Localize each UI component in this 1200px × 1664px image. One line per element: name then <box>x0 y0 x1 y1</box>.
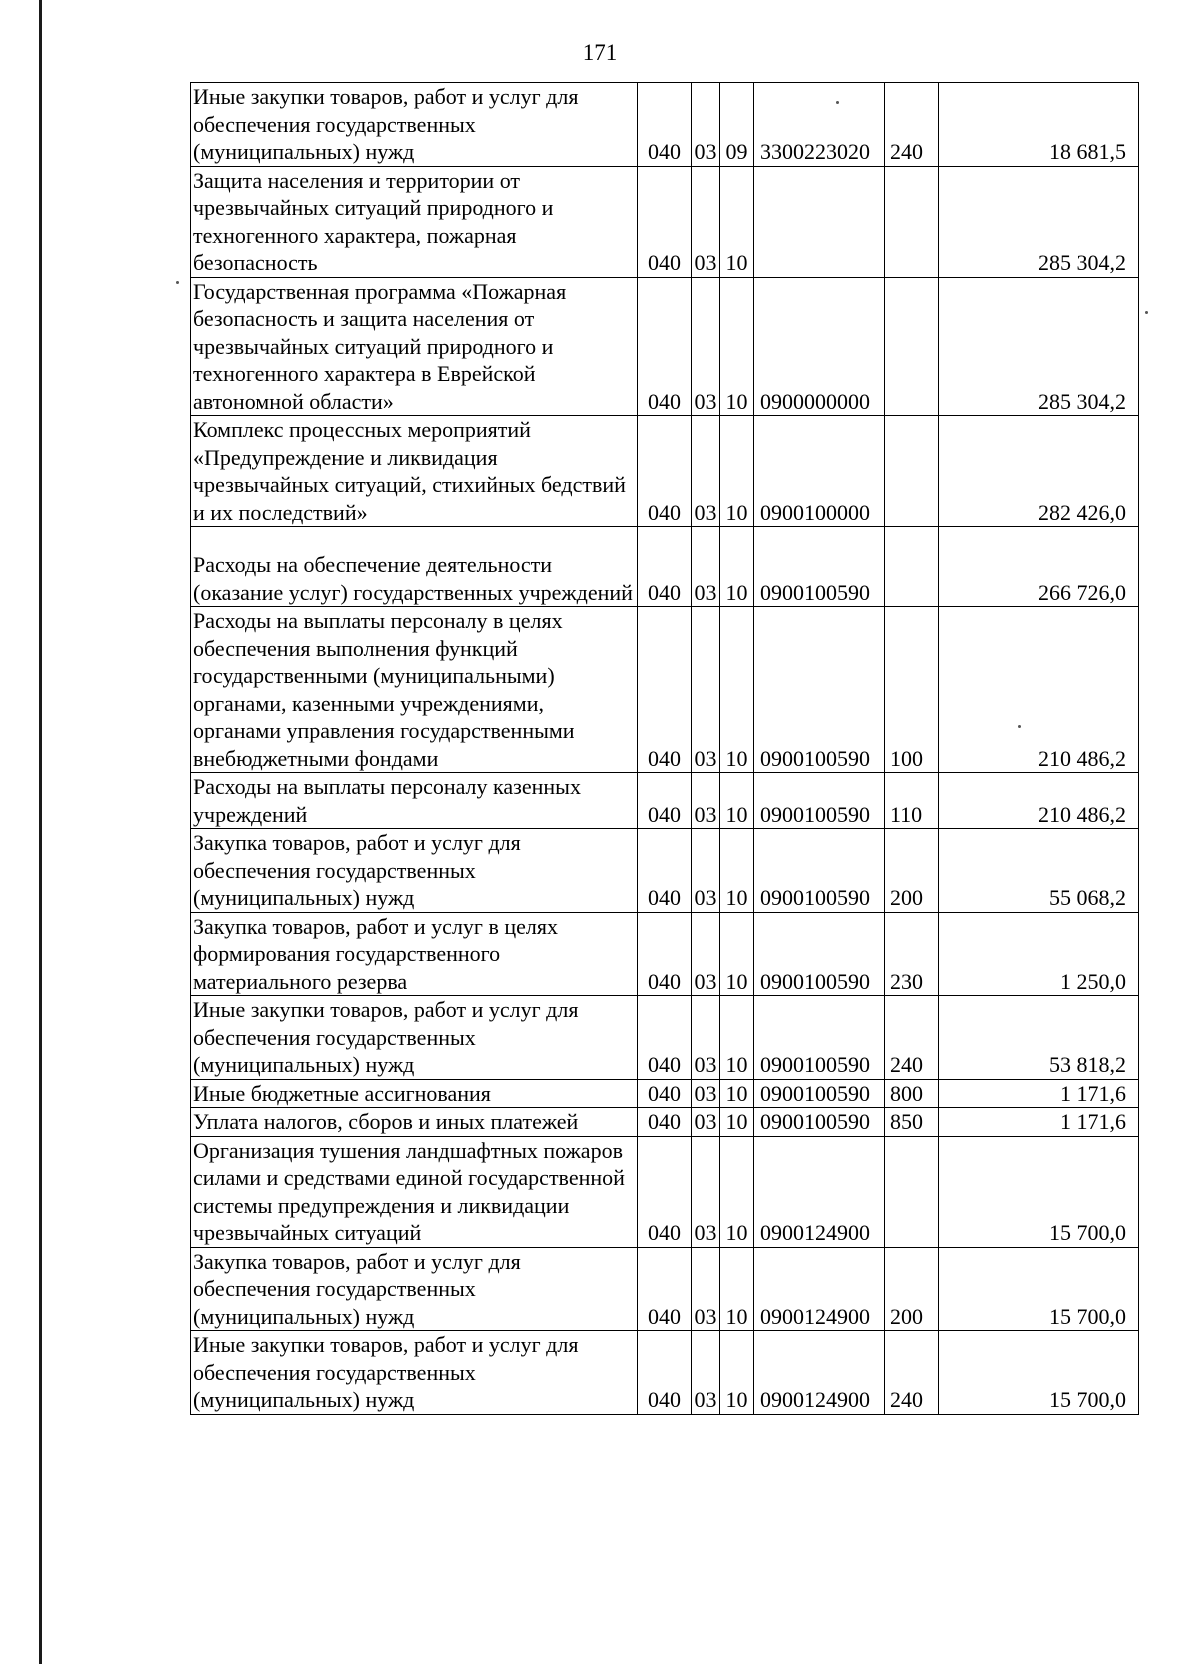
admin-code: 040 <box>638 277 692 416</box>
expense-type-code: 200 <box>885 829 939 913</box>
expense-type-code: 110 <box>885 773 939 829</box>
target-code: 0900124900 <box>754 1136 885 1247</box>
section-code: 03 <box>692 83 720 167</box>
expense-name: Закупка товаров, работ и услуг в целях формирования государственного материального резерва <box>191 912 638 996</box>
amount: 15 700,0 <box>939 1331 1139 1415</box>
target-code <box>754 166 885 277</box>
section-code: 03 <box>692 912 720 996</box>
admin-code: 040 <box>638 1331 692 1415</box>
scan-speck <box>1145 311 1148 314</box>
target-code: 0900000000 <box>754 277 885 416</box>
section-code: 03 <box>692 1136 720 1247</box>
expense-name: Иные закупки товаров, работ и услуг для обеспечения государственных (муниципальных) нужд <box>191 1331 638 1415</box>
budget-table <box>190 82 1139 1415</box>
table-row <box>191 829 1139 913</box>
table-row <box>191 1247 1139 1331</box>
section-code: 03 <box>692 1079 720 1108</box>
admin-code: 040 <box>638 166 692 277</box>
section-code: 03 <box>692 166 720 277</box>
subsection-code: 10 <box>720 829 754 913</box>
section-code: 03 <box>692 829 720 913</box>
subsection-code: 10 <box>720 416 754 527</box>
expense-name: Уплата налогов, сборов и иных платежей <box>191 1108 638 1137</box>
section-code: 03 <box>692 1108 720 1137</box>
expense-type-code <box>885 1136 939 1247</box>
subsection-code: 10 <box>720 1108 754 1137</box>
admin-code: 040 <box>638 1108 692 1137</box>
expense-name: Организация тушения ландшафтных пожаров силами и средствами единой государственной системы предупреждения и ликвидации чрезвычайных ситуаций <box>191 1136 638 1247</box>
subsection-code: 10 <box>720 166 754 277</box>
table-row <box>191 1079 1139 1108</box>
target-code: 3300223020 <box>754 83 885 167</box>
section-code: 03 <box>692 996 720 1080</box>
amount: 210 486,2 <box>939 773 1139 829</box>
target-code: 0900100000 <box>754 416 885 527</box>
binding-margin-line <box>39 0 42 1664</box>
expense-type-code: 240 <box>885 996 939 1080</box>
admin-code: 040 <box>638 1079 692 1108</box>
amount: 285 304,2 <box>939 277 1139 416</box>
amount: 15 700,0 <box>939 1136 1139 1247</box>
admin-code: 040 <box>638 416 692 527</box>
scan-speck <box>176 281 179 284</box>
expense-type-code <box>885 166 939 277</box>
target-code: 0900124900 <box>754 1331 885 1415</box>
expense-type-code: 200 <box>885 1247 939 1331</box>
amount: 1 250,0 <box>939 912 1139 996</box>
subsection-code: 10 <box>720 773 754 829</box>
expense-type-code: 100 <box>885 607 939 773</box>
expense-type-code: 230 <box>885 912 939 996</box>
amount: 55 068,2 <box>939 829 1139 913</box>
subsection-code: 10 <box>720 1247 754 1331</box>
target-code: 0900100590 <box>754 773 885 829</box>
expense-name: Иные закупки товаров, работ и услуг для обеспечения государственных (муниципальных) нужд <box>191 83 638 167</box>
target-code: 0900100590 <box>754 1079 885 1108</box>
section-code: 03 <box>692 607 720 773</box>
subsection-code: 10 <box>720 1136 754 1247</box>
amount: 210 486,2 <box>939 607 1139 773</box>
table-row <box>191 277 1139 416</box>
expense-name: Закупка товаров, работ и услуг для обеспечения государственных (муниципальных) нужд <box>191 1247 638 1331</box>
subsection-code: 10 <box>720 912 754 996</box>
section-code: 03 <box>692 527 720 607</box>
expense-name: Расходы на выплаты персоналу в целях обеспечения выполнения функций государственными (муниципальными) органами, казенными учреждениями, органами управления государственными внебюджетными фондами <box>191 607 638 773</box>
target-code: 0900100590 <box>754 1108 885 1137</box>
subsection-code: 10 <box>720 1079 754 1108</box>
amount: 18 681,5 <box>939 83 1139 167</box>
amount: 15 700,0 <box>939 1247 1139 1331</box>
expense-name: Государственная программа «Пожарная безопасность и защита населения от чрезвычайных ситуаций природного и техногенного характера в Еврейской автономной области» <box>191 277 638 416</box>
table-row <box>191 416 1139 527</box>
scan-speck <box>1018 725 1021 728</box>
expense-type-code: 850 <box>885 1108 939 1137</box>
page-number: 171 <box>582 40 618 65</box>
section-code: 03 <box>692 1331 720 1415</box>
expense-type-code <box>885 277 939 416</box>
section-code: 03 <box>692 277 720 416</box>
table-row <box>191 996 1139 1080</box>
expense-name: Расходы на выплаты персоналу казенных учреждений <box>191 773 638 829</box>
admin-code: 040 <box>638 607 692 773</box>
expense-name: Иные бюджетные ассигнования <box>191 1079 638 1108</box>
table-row <box>191 912 1139 996</box>
target-code: 0900100590 <box>754 527 885 607</box>
target-code: 0900100590 <box>754 829 885 913</box>
admin-code: 040 <box>638 996 692 1080</box>
expense-name: Закупка товаров, работ и услуг для обеспечения государственных (муниципальных) нужд <box>191 829 638 913</box>
target-code: 0900100590 <box>754 912 885 996</box>
section-code: 03 <box>692 773 720 829</box>
expense-type-code: 240 <box>885 1331 939 1415</box>
scan-speck <box>836 101 839 104</box>
table-row <box>191 1331 1139 1415</box>
subsection-code: 10 <box>720 607 754 773</box>
amount: 1 171,6 <box>939 1079 1139 1108</box>
subsection-code: 10 <box>720 527 754 607</box>
subsection-code: 10 <box>720 277 754 416</box>
expense-name: Защита населения и территории от чрезвычайных ситуаций природного и техногенного характера, пожарная безопасность <box>191 166 638 277</box>
section-code: 03 <box>692 416 720 527</box>
admin-code: 040 <box>638 1136 692 1247</box>
table-row <box>191 1136 1139 1247</box>
table-row <box>191 773 1139 829</box>
expense-type-code <box>885 416 939 527</box>
subsection-code: 10 <box>720 996 754 1080</box>
amount: 285 304,2 <box>939 166 1139 277</box>
table-row <box>191 83 1139 167</box>
expense-name: Расходы на обеспечение деятельности (оказание услуг) государственных учреждений <box>191 527 638 607</box>
admin-code: 040 <box>638 912 692 996</box>
target-code: 0900100590 <box>754 607 885 773</box>
admin-code: 040 <box>638 829 692 913</box>
amount: 1 171,6 <box>939 1108 1139 1137</box>
amount: 53 818,2 <box>939 996 1139 1080</box>
subsection-code: 09 <box>720 83 754 167</box>
table-row <box>191 527 1139 607</box>
target-code: 0900100590 <box>754 996 885 1080</box>
admin-code: 040 <box>638 527 692 607</box>
table-row <box>191 607 1139 773</box>
expense-type-code: 240 <box>885 83 939 167</box>
expense-name: Комплекс процессных мероприятий «Предупреждение и ликвидация чрезвычайных ситуаций, стихийных бедствий и их последствий» <box>191 416 638 527</box>
admin-code: 040 <box>638 83 692 167</box>
table-row <box>191 166 1139 277</box>
amount: 266 726,0 <box>939 527 1139 607</box>
amount: 282 426,0 <box>939 416 1139 527</box>
table-row <box>191 1108 1139 1137</box>
expense-type-code <box>885 527 939 607</box>
subsection-code: 10 <box>720 1331 754 1415</box>
admin-code: 040 <box>638 773 692 829</box>
section-code: 03 <box>692 1247 720 1331</box>
expense-name: Иные закупки товаров, работ и услуг для обеспечения государственных (муниципальных) нужд <box>191 996 638 1080</box>
admin-code: 040 <box>638 1247 692 1331</box>
expense-type-code: 800 <box>885 1079 939 1108</box>
target-code: 0900124900 <box>754 1247 885 1331</box>
